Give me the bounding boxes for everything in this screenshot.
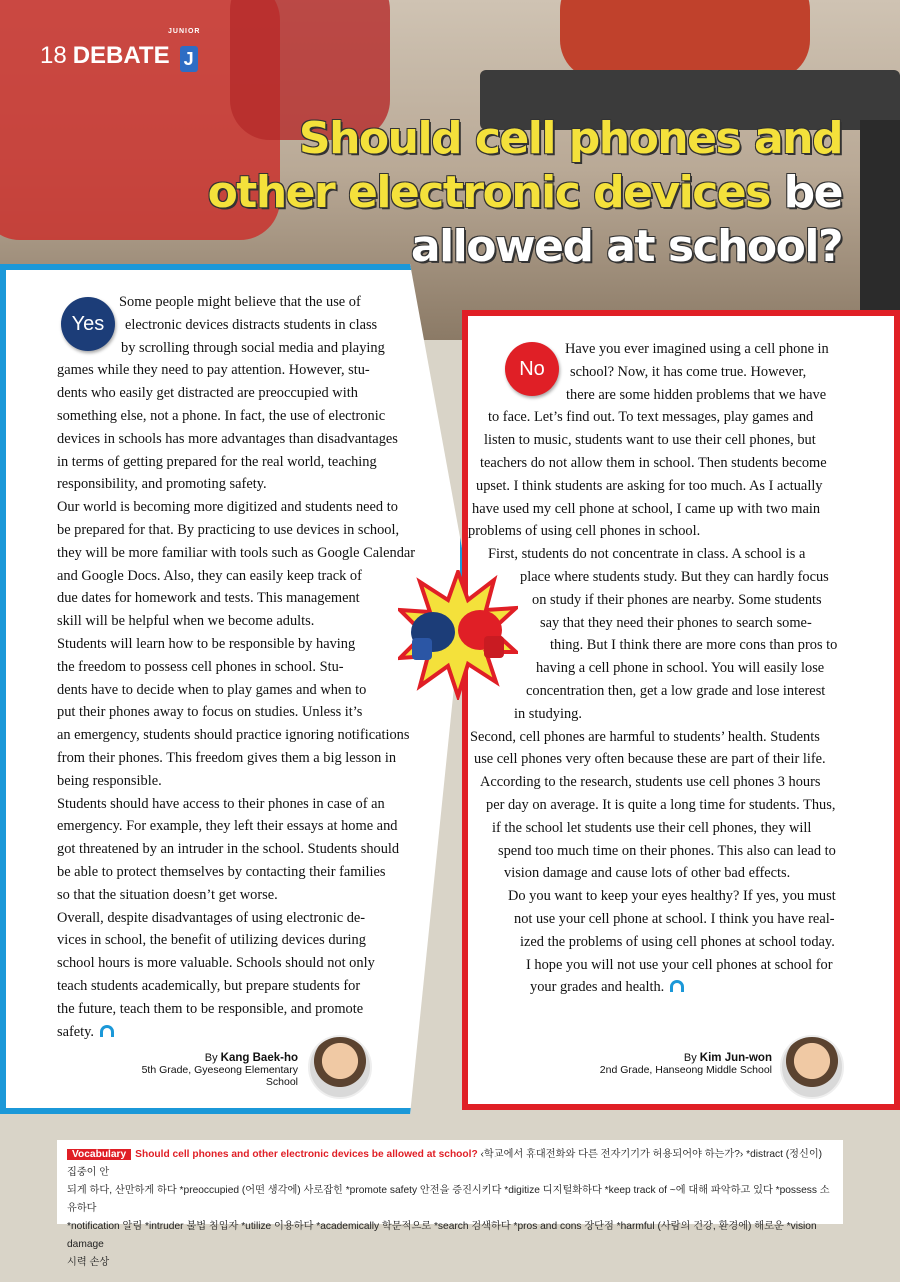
no-text-line: having a cell phone in school. You will easily lose bbox=[536, 660, 825, 677]
debate-title bbox=[182, 112, 842, 274]
page-number: 18 bbox=[40, 42, 67, 69]
no-text-line: per day on average. It is quite a long time for students. Thus, bbox=[486, 796, 836, 813]
yes-text-line: Students should have access to their phones in case of an bbox=[57, 795, 385, 812]
no-text-line: vision damage and cause lots of other bad effects. bbox=[504, 865, 791, 882]
no-author: Kim Jun-won bbox=[699, 1052, 772, 1064]
yes-text-line: dents who easily get distracted are preoccupied with bbox=[57, 385, 358, 402]
no-text-line: say that they need their phones to search some- bbox=[540, 614, 812, 631]
yes-byline bbox=[120, 1052, 298, 1088]
title-line-3: allowed at school? bbox=[410, 221, 842, 272]
yes-text-line: Students will learn how to be responsible by having bbox=[57, 635, 356, 652]
no-text-line: if the school let students use their cell phones, they will bbox=[492, 819, 812, 836]
yes-text-line: Some people might believe that the use of bbox=[119, 294, 361, 310]
boxing-gloves-icon bbox=[398, 570, 518, 700]
yes-badge: Yes bbox=[61, 297, 115, 351]
no-text-line: listen to music, students want to use their cell phones, but bbox=[484, 432, 816, 449]
yes-text-line: be prepared for that. By practicing to use devices in school, bbox=[57, 521, 400, 538]
no-school: 2nd Grade, Hanseong Middle School bbox=[599, 1064, 772, 1076]
no-byline bbox=[590, 1052, 772, 1076]
yes-author: Kang Baek-ho bbox=[220, 1052, 298, 1064]
no-text-line: there are some hidden problems that we have bbox=[566, 386, 827, 403]
title-line-2-end: be bbox=[769, 167, 842, 218]
no-text-line: thing. But I think there are more cons than pros to bbox=[550, 637, 838, 654]
yes-text-line: and Google Docs. Also, they can easily keep track of bbox=[57, 567, 362, 584]
no-text-line: Do you want to keep your eyes healthy? If yes, you must bbox=[508, 888, 836, 905]
title-line-2: other electronic devices bbox=[207, 167, 770, 218]
headphones-icon bbox=[100, 1025, 114, 1037]
yes-text-line: responsibility, and promoting safety. bbox=[57, 476, 267, 493]
yes-text-line: games while they need to pay attention. However, stu- bbox=[57, 362, 370, 379]
vocabulary-box bbox=[57, 1140, 843, 1268]
no-text-line: First, students do not concentrate in class. A school is a bbox=[488, 546, 806, 563]
no-text-line: place where students study. But they can hardly focus bbox=[520, 568, 829, 585]
yes-text-line: emergency. For example, they left their essays at home and bbox=[57, 818, 398, 835]
yes-text-line: so that the situation doesn’t get worse. bbox=[57, 886, 278, 903]
yes-text-line: put their phones away to focus on studies. Unless it’s bbox=[57, 704, 363, 721]
no-by-label: By bbox=[683, 1052, 697, 1064]
yes-text-line: something else, not a phone. In fact, the use of electronic bbox=[57, 407, 386, 424]
vocab-tag: Vocabulary bbox=[67, 1149, 131, 1160]
vocab-line-3: *notification 알림 *intruder 불법 침입자 *utilize 이용하다 *academically 학문적으로 *search 검색하다 *pros and cons 장단점 *harmful (사람의 건강, 환경에) 해로운 *vision damage bbox=[67, 1221, 817, 1250]
photo-chair bbox=[860, 120, 900, 320]
yes-text-line: skill will be helpful when we become adults. bbox=[57, 613, 315, 630]
yes-text-line: from their phones. This freedom gives them a big lesson in bbox=[57, 749, 397, 766]
yes-text-line: school hours is more valuable. Schools should not only bbox=[57, 955, 375, 972]
junior-badge-letter: J bbox=[183, 49, 194, 69]
yes-text-line: vices in school, the benefit of utilizing devices during bbox=[57, 932, 366, 949]
vocab-line-4: 시력 손상 bbox=[67, 1257, 110, 1268]
section-title: DEBATE bbox=[72, 42, 170, 69]
no-text-line: school? Now, it has come true. However, bbox=[570, 363, 807, 380]
no-text-line: use cell phones very often because these are part of their life. bbox=[474, 751, 826, 768]
no-author-photo bbox=[780, 1035, 844, 1099]
title-line-1: Should cell phones and bbox=[298, 113, 842, 164]
junior-badge bbox=[180, 46, 198, 72]
no-text-line: spend too much time on their phones. This also can lead to bbox=[498, 842, 836, 859]
yes-text-line: dents have to decide when to play games and when to bbox=[57, 681, 367, 698]
yes-text-line: electronic devices distracts students in class bbox=[125, 316, 378, 333]
yes-text-line: be able to protect themselves by contacting their families bbox=[57, 863, 386, 880]
yes-text-line: got threatened by an intruder in the school. Students should bbox=[57, 841, 400, 858]
no-text-line: your grades and health. bbox=[0, 976, 900, 999]
yes-text-line: the future, teach them to be responsible, and promote bbox=[57, 1000, 364, 1017]
yes-text-line: Overall, despite disadvantages of using electronic de- bbox=[57, 909, 366, 926]
vocab-question: Should cell phones and other electronic devices be allowed at school? bbox=[135, 1149, 478, 1160]
no-text-line: in studying. bbox=[514, 705, 582, 722]
no-text-line: Have you ever imagined using a cell phone in bbox=[565, 341, 829, 357]
vocab-line-1 bbox=[67, 1146, 833, 1182]
yes-text-line: safety. bbox=[57, 1021, 415, 1044]
no-text-line: problems of using cell phones in school. bbox=[468, 523, 701, 540]
no-text-line: I hope you will not use your cell phones at school for bbox=[526, 956, 833, 973]
yes-text-line: due dates for homework and tests. This management bbox=[57, 590, 360, 607]
no-badge: No bbox=[505, 342, 559, 396]
yes-text-line: devices in schools has more advantages than disadvantages bbox=[57, 430, 398, 447]
yes-text-line: they will be more familiar with tools such as Google Calendar bbox=[57, 544, 416, 561]
yes-text-line: Our world is becoming more digitized and students need to bbox=[57, 499, 398, 516]
no-text-line: concentration then, get a low grade and lose interest bbox=[526, 682, 826, 699]
yes-text-line: in terms of getting prepared for the real world, teaching bbox=[57, 453, 377, 470]
yes-text-line: being responsible. bbox=[57, 772, 162, 789]
vocab-line-1-text: ‹학교에서 휴대전화와 다른 전자기기가 허용되어야 하는가?› *distract (정신이) 집중이 안 bbox=[67, 1149, 823, 1178]
photo-shirt-right bbox=[560, 0, 810, 80]
no-text-line: to face. Let’s find out. To text messages, play games and bbox=[488, 409, 814, 426]
yes-by-label: By bbox=[204, 1052, 218, 1064]
headphones-icon bbox=[670, 980, 684, 992]
no-text-line: upset. I think students are asking for too much. As I actually bbox=[476, 477, 823, 494]
no-text-line: teachers do not allow them in school. Then students become bbox=[480, 454, 827, 471]
no-text-line: on study if their phones are nearby. Some students bbox=[532, 591, 822, 608]
no-text-line: ized the problems of using cell phones at school today. bbox=[520, 933, 835, 950]
yes-text-line: by scrolling through social media and playing bbox=[121, 339, 385, 356]
no-text-line: not use your cell phone at school. I think you have real- bbox=[514, 910, 835, 927]
vocab-line-2: 되게 하다, 산만하게 하다 *preoccupied (어떤 생각에) 사로잡힌 *promote safety 안전을 증진시키다 *digitize 디지털화하다 *keep track of ~에 대해 파악하고 있다 *possess 소유하다 bbox=[67, 1185, 830, 1214]
yes-school: 5th Grade, Gyeseong Elementary School bbox=[141, 1064, 298, 1088]
junior-badge-top: JUNIOR bbox=[168, 28, 201, 35]
yes-text-line: teach students academically, but prepare students for bbox=[57, 977, 361, 994]
no-text-line: have used my cell phone at school, I came up with two main bbox=[472, 500, 821, 517]
yes-author-photo bbox=[308, 1035, 372, 1099]
no-text-line: According to the research, students use cell phones 3 hours bbox=[480, 774, 821, 791]
no-text-line: Second, cell phones are harmful to students’ health. Students bbox=[470, 728, 820, 745]
page-header bbox=[40, 28, 201, 70]
yes-text-line: the freedom to possess cell phones in school. Stu- bbox=[57, 658, 344, 675]
yes-text-line: an emergency, students should practice ignoring notifications bbox=[57, 727, 410, 744]
